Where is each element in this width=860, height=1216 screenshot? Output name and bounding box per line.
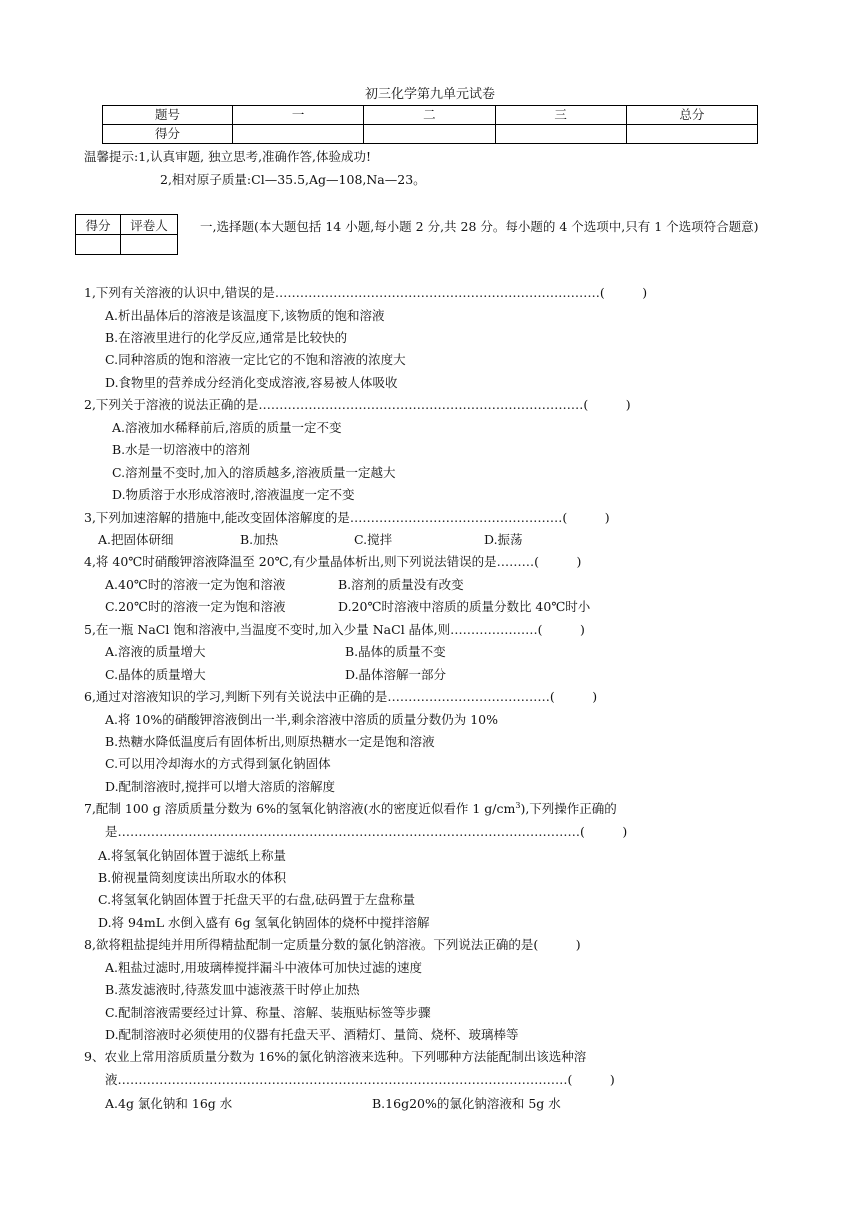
option-d: D.晶体溶解一部分 [345,667,447,682]
option-b: B.在溶液里进行的化学反应,通常是比较快的 [105,330,348,345]
option-b: B.加热 [240,532,279,547]
table-cell: 评卷人 [121,215,178,235]
question-stem: 9、农业上常用溶质质量分数为 16%的氯化钠溶液来选种。下列哪种方法能配制出该选种溶 [84,1049,587,1064]
option-c: C.搅拌 [354,532,393,547]
option-d: D.配制溶液时必须使用的仪器有托盘天平、酒精灯、量筒、烧杯、玻璃棒等 [105,1027,519,1042]
section-heading: 一,选择题(本大题包括 14 小题,每小题 2 分,共 28 分。每小题的 4 个选项中,只有 1 个选项符合题意) [200,219,759,234]
option-c: C.可以用冷却海水的方式得到氯化钠固体 [105,756,331,771]
score-cell[interactable] [76,235,121,255]
option-d: D.食物里的营养成分经消化变成溶液,容易被人体吸收 [105,375,398,390]
tip-line-2: 2,相对原子质量:Cl—35.5,Ag—108,Na—23。 [160,172,426,187]
table-row [103,125,758,144]
table-cell: 总分 [626,106,757,125]
table-cell: 得分 [103,125,233,144]
option-a: A.将氢氧化钠固体置于滤纸上称量 [98,848,287,863]
option-a: A.将 10%的硝酸钾溶液倒出一半,剩余溶液中溶质的质量分数仍为 10% [105,712,498,727]
grader-table [75,214,178,255]
page-title: 初三化学第九单元试卷 [364,87,495,102]
table-row [103,106,758,125]
table-row [76,215,178,235]
option-d: D.振荡 [484,532,523,547]
option-b: B.水是一切溶液中的溶剂 [112,442,251,457]
question-stem: 6,通过对溶液知识的学习,判断下列有关说法中正确的是…………………………………( ) [84,689,598,704]
option-b: B.16g20%的氯化钠溶液和 5g 水 [372,1096,561,1111]
option-b: B.晶体的质量不变 [345,644,446,659]
option-a: A.溶液加水稀释前后,溶质的质量一定不变 [112,420,342,435]
question-stem-continued: 是…………………………………………………………………………………………………( ) [105,824,628,839]
score-cell[interactable] [364,125,495,144]
score-cell[interactable] [626,125,757,144]
score-cell[interactable] [233,125,364,144]
question-stem: 4,将 40℃时硝酸钾溶液降温至 20℃,有少量晶体析出,则下列说法错误的是………( ) [84,554,582,569]
score-cell[interactable] [495,125,626,144]
option-d: D.物质溶于水形成溶液时,溶液温度一定不变 [112,487,355,502]
question-stem: 2,下列关于溶液的说法正确的是……………………………………………………………………( ) [84,397,631,412]
table-cell: 题号 [103,106,233,125]
table-row [76,235,178,255]
question-stem-continued: 液………………………………………………………………………………………………( ) [105,1072,615,1087]
grader-cell[interactable] [121,235,178,255]
stem-text: ),下列操作正确的 [520,801,617,816]
option-c: C.配制溶液需要经过计算、称量、溶解、装瓶贴标签等步骤 [105,1005,431,1020]
option-b: B.溶剂的质量没有改变 [338,577,464,592]
option-c: C.将氢氧化钠固体置于托盘天平的右盘,砝码置于左盘称量 [98,892,416,907]
option-d: D.配制溶液时,搅拌可以增大溶质的溶解度 [105,779,336,794]
table-cell: 二 [364,106,495,125]
option-c: C.溶剂量不变时,加入的溶质越多,溶液质量一定越大 [112,465,396,480]
option-a: A.粗盐过滤时,用玻璃棒搅拌漏斗中液体可加快过滤的速度 [105,960,422,975]
option-b: B.热糖水降低温度后有固体析出,则原热糖水一定是饱和溶液 [105,734,435,749]
question-stem: 1,下列有关溶液的认识中,错误的是……………………………………………………………………( ) [84,285,648,300]
option-c: C.晶体的质量增大 [105,667,206,682]
superscript: 3 [515,800,521,810]
stem-text: 7,配制 100 g 溶质质量分数为 6%的氢氧化钠溶液(水的密度近似看作 1 g/cm [84,801,516,816]
option-d: D.20℃时溶液中溶质的质量分数比 40℃时小 [338,599,591,614]
option-b: B.俯视量筒刻度读出所取水的体积 [98,870,287,885]
table-cell: 得分 [76,215,121,235]
option-c: C.同种溶质的饱和溶液一定比它的不饱和溶液的浓度大 [105,352,406,367]
option-a: A.40℃时的溶液一定为饱和溶液 [105,577,286,592]
table-cell: 一 [233,106,364,125]
table-cell: 三 [495,106,626,125]
question-stem: 8,欲将粗盐提纯并用所得精盐配制一定质量分数的氯化钠溶液。下列说法正确的是( ) [84,937,581,952]
option-d: D.将 94mL 水倒入盛有 6g 氢氧化钠固体的烧杯中搅拌溶解 [98,915,430,930]
score-table [102,105,758,144]
option-b: B.蒸发滤液时,待蒸发皿中滤液蒸干时停止加热 [105,982,360,997]
question-stem [84,800,617,816]
option-c: C.20℃时的溶液一定为饱和溶液 [105,599,286,614]
option-a: A.溶液的质量增大 [105,644,206,659]
option-a: A.析出晶体后的溶液是该温度下,该物质的饱和溶液 [105,308,385,323]
question-stem: 3,下列加速溶解的措施中,能改变固体溶解度的是……………………………………………( ) [84,510,610,525]
question-stem: 5,在一瓶 NaCl 饱和溶液中,当温度不变时,加入少量 NaCl 晶体,则…………………( ) [84,622,585,637]
option-a: A.4g 氯化钠和 16g 水 [105,1096,233,1111]
option-a: A.把固体研细 [98,532,174,547]
tip-line-1: 温馨提示:1,认真审题, 独立思考,准确作答,体验成功! [84,149,372,164]
